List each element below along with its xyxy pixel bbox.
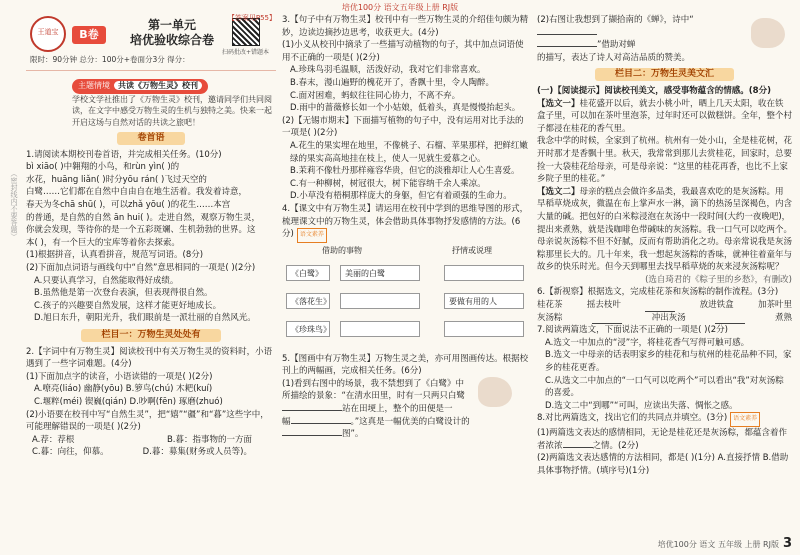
reading-section [537, 85, 792, 287]
sub-question: (1)看到右图中的场景，我不禁想到了《白鹭》中所描绘的景象：“在清水田里，时有一只两只白鹭 [282, 378, 465, 402]
flow-step: 摇去枝叶 [586, 300, 621, 311]
flow-step: 桂花茶 [537, 300, 563, 311]
passage-1 [537, 98, 792, 136]
sub-question: (1)下面加点字的读音，小语读错的一项是( )(2分) [26, 371, 213, 382]
passage-text: 我念中学的时候，全家到了杭州。杭州有一处小山，全是桂花树，花开时那才是香飘十里。秋天，我常常到那儿去赏桂花，回家时，总要捡一大袋桂花给母亲，可是母亲说：“这里的桂花再香，也比不上家乡院子里的桂花。” [537, 136, 793, 185]
sub-question: (1)小义从校刊中摘录了一些描写动植物的句子，其中加点词语使用不正确的一项是( )(2分) [282, 40, 524, 63]
answer-blank[interactable] [537, 34, 597, 35]
sub-question: (1)根据拼音，认真看拼音，规范写词语。(8分) [26, 250, 204, 261]
option-b[interactable]: B.暮：指事物的一方面 [166, 434, 252, 445]
answer-blank[interactable] [282, 410, 342, 411]
question-stem: 7.阅读两篇选文，下面说法不正确的一项是( )(2分) [537, 325, 728, 336]
flow-step: 加茶叶里 [757, 300, 792, 311]
map-cell-blank[interactable] [340, 293, 420, 309]
passage-label: 【选文一】 [537, 98, 580, 109]
flow-step: 冲出灰汤 [651, 312, 686, 323]
option-a[interactable]: A.花生的果实埋在地里，不像桃子、石榴、苹果那样，把鲜红嫩绿的果实高高地挂在枝上，使人一见就生爱慕之心。 [290, 140, 528, 164]
question-stem: 5.【图画中有万物生灵】万物生灵之美，亦可用图画传达。根据校刊上的两幅画，完成相关任务。(6分) [282, 353, 529, 377]
flow-step: 煮熟 [774, 312, 792, 323]
question-stem: 4.【课文中有万物生灵】请运用在校刊中学到的思维导图的形式，梳理课文中的万物生灵，体会借助具体事物抒发感情的方法。(6分) [282, 203, 529, 240]
theme-tag [72, 79, 208, 94]
blank-row [537, 14, 737, 39]
passage-text: 母亲的糕点会做许多品类，我最喜欢吃的是灰汤粽。用早稻草烧成灰，微温在布上掌声水一淋，滴下的热汤呈深褐色，内含大量的碱。把包好的白米粽浸泡在灰汤中一段时间(大约一夜晚吧)，提出来煮熟，就是浅咖啡色带碱味的灰汤粽。我一口气可以吃两个。母亲说灰汤粽不但不好腻，反而有帮助消化之功。母亲常说我是灰汤粽那里长大的。几十年来，我一想起灰汤粽的香味，就神往着童年与故乡的快乐时光。但今天到哪里去找早稻草烧的灰来浸灰汤粽呢？ [537, 186, 793, 273]
question-3 [282, 14, 532, 203]
option-a[interactable]: A.荐：荐根 [32, 434, 75, 445]
option-d[interactable]: D.选文二中“到哪”“可叫，应读出失落、惆怅之感。 [545, 400, 738, 411]
passage-2 [537, 186, 792, 274]
exam-meta: 限时：90分钟 总分：100分+卷面分3分 得分： [30, 55, 190, 64]
literacy-tag: 语文素养 [297, 228, 327, 243]
map-cell-blank[interactable] [340, 321, 420, 337]
passage-line: 白鹭……它们都在自然中自由自在地生活着。我发着诗意， [26, 187, 248, 198]
answer-blank[interactable] [291, 423, 351, 424]
option-b[interactable]: B.虽然他是第一次登台表演，但表现得很自然。 [34, 288, 213, 299]
literacy-tag: 语文素养 [730, 412, 760, 427]
sub-question: (2)小语要在校刊中写“自然生灵”，把“嬉”“疆”和“暮”这些字中，可能理解错误的一项是( )(2分) [26, 409, 269, 433]
qr-label: 扫码批改+错题本 [222, 49, 270, 56]
option-row[interactable]: C.堰粹(méi) 锲巍(qián) D.吵啊(fēn) 琢磨(zhuó) [34, 396, 223, 407]
sub-text: 站在田埂上，整个的田便是一 [342, 404, 453, 415]
option-c[interactable]: C.面对困难，蚂蚁往往同心协力，不离不弃。 [290, 90, 461, 101]
question-stem: 2.【字词中有万物生灵】阅读校刊中有关万物生灵的资料时，小语遇到了一些字词难题。(4分) [26, 346, 273, 370]
map-cell: 《珍珠鸟》 [286, 321, 330, 337]
reading-stem: (一)【阅读提示】阅读校刊美文，感受事物蕴含的情感。(8分) [537, 85, 771, 96]
passage-label: 【选文二】 [537, 186, 580, 197]
sub-question: (2)右图让我想到了撷拾南的《蝉》，诗中“ [537, 15, 694, 25]
logo-seal: 王道宝 [30, 16, 66, 52]
sub-text: 幅 [282, 416, 291, 427]
question-stem-row [537, 412, 792, 427]
question-6 [537, 286, 792, 324]
question-stem: 8.对比两篇选文，找出它们的共同点并填空。(3分) [537, 413, 728, 424]
sub-text: 之情。(2分) [592, 440, 639, 451]
sub-question: (2)【无锡市期末】下面描写植物的句子中，没有运用对比手法的一项是( )(2分) [282, 115, 524, 139]
sub-text: 。”这真是一幅优美的白鹭设计的 [350, 416, 470, 427]
option-row [32, 434, 252, 447]
answer-blank[interactable] [563, 447, 593, 448]
flow-row [537, 299, 792, 312]
question-stem: 3.【句子中有万物生灵】校刊中有一些万物生灵的介绍佳句颇为精妙，边读边摘抄边思考，收获更大。(4分) [282, 15, 529, 38]
option-b[interactable]: B.茉莉不像牡丹那样雍容华贵，但它的淡雅却让人心生喜爱。 [290, 166, 520, 177]
bar-title: 栏目一：万物生灵处处有 [81, 329, 220, 342]
option-d[interactable]: D.小草没有梧桐那样庞大的身躯，但它有着顽强的生命力。 [290, 191, 512, 202]
intro-paragraph: 学校文学社推出了《万物生灵》校刊，邀请同学们共同阅读，在文字中感受万物生灵的生机与独特之美。快来一起开启这场与自然对话的共读之旅吧！ [72, 94, 272, 127]
series-banner [0, 0, 800, 14]
question-8 [537, 412, 792, 477]
series-text: 培优100分 语文五年级上册 RJ版 [341, 2, 459, 12]
blank-row [537, 427, 792, 452]
mind-map-col-b: 抒情或说理 [452, 245, 492, 255]
answer-reference: 【答案见P55】 [227, 14, 276, 22]
option-b[interactable]: B.春末，漫山遍野的槐花开了，香飘十里，令人陶醉。 [290, 77, 495, 88]
sub-question: (2)下面加点词语与画线句中“自然”意思相同的一项是( )(2分) [26, 263, 256, 274]
mind-map [282, 245, 532, 349]
answer-blank[interactable] [282, 435, 342, 436]
option-a[interactable]: A.选文一中加点的“浸”字，将桂花香气写得可触可感。 [545, 337, 750, 348]
question-stem: 6.【新视察】根据选文，完成桂花茶和灰汤粽的制作流程。(3分) [537, 287, 779, 298]
mind-map-col-a: 借助的事物 [322, 245, 362, 255]
option-a[interactable]: A.珍珠鸟羽毛温顺，活泼好动，我对它们非常喜欢。 [290, 65, 486, 76]
passage-line: 春天为冬chā shū( )，可以zhǎ yōu( )的花生……本宫 [26, 200, 231, 211]
passage-line: 本( )，有一个巨大的宝库等着你去探索。 [26, 237, 180, 248]
question-stem-row [282, 203, 532, 243]
answer-blank[interactable] [715, 312, 745, 325]
passage-text: 桂花盛开以后，就去小桃小叶，晒上几天太阳，收在铁盒子里，可以加在茶叶里泡茶，过年时还可以做糕饼。全年，整个村子都浸在桂花的香气里。 [537, 98, 793, 134]
paper-badge: B卷 [72, 26, 106, 44]
answer-blank[interactable] [645, 299, 675, 312]
answer-blank[interactable] [592, 312, 622, 325]
flow-step: 灰汤粽 [537, 312, 563, 323]
option-d[interactable]: D.雨中的蔷薇修长如一个小姑娘，低着头，真是慢慢抬起头。 [290, 103, 521, 114]
map-cell: 美丽的白鹭 [340, 265, 420, 281]
theme-text: 共读《万物生灵》校刊 [114, 81, 202, 90]
section-heading [26, 132, 276, 145]
passage-line: 的普通，是自然的自然 ān hui( )。走进自然，观察万物生灵， [26, 212, 260, 223]
option-c[interactable]: C.孩子的兴趣要自然发展，这样才能更好地成长。 [34, 300, 222, 311]
column-bar-2 [537, 68, 792, 81]
cicada-illustration-icon [751, 18, 785, 48]
option-d[interactable]: D.暮：募集(财务或人员等)。 [142, 447, 252, 458]
option-b[interactable]: B.选文一中母亲的话表明家乡的桂花和与杭州的桂花品种不同，家乡的桂花更香。 [545, 350, 792, 374]
map-cell: 《白鹭》 [286, 265, 330, 281]
page-title [112, 18, 232, 48]
question-2 [26, 346, 276, 459]
question-4 [282, 203, 532, 349]
passage-source: (选自琦君的《粽子里的乡愁》，有删改) [645, 274, 792, 285]
paper-header [26, 14, 276, 71]
title-line-2: 培优验收综合卷 [129, 33, 214, 47]
column-bar-1 [26, 329, 276, 342]
question-1 [26, 149, 276, 325]
question-7 [537, 324, 792, 412]
map-cell: 《落花生》 [286, 293, 330, 309]
title-line-1: 第一单元 [147, 18, 196, 32]
map-cell-blank[interactable] [444, 321, 524, 337]
option-row[interactable]: A.嘹亮(liáo) 幽静(yōu) B.箩鸟(chú) 木耙(kuí) [34, 384, 213, 395]
option-c[interactable]: C.有一种柳树，树冠很大，树下能容纳千余人乘凉。 [290, 178, 486, 189]
passage-line: bì xiāo( )中翱翔的小鸟，和rùn yìn( )的 [26, 162, 180, 173]
option-row [32, 446, 252, 459]
page-footer [658, 536, 792, 551]
sub-text: 图”。 [342, 429, 364, 440]
flow-step: 放进铁盒 [699, 300, 734, 311]
bar-title: 栏目二：万物生灵美文汇 [595, 68, 734, 81]
section-title: 卷首语 [117, 132, 184, 145]
option-a[interactable]: A.只要认真学习，自然能取得好成绩。 [34, 275, 179, 286]
passage-line: 你就会发现，等待你的是一个五彩斑斓、生机勃勃的世界。这 [26, 225, 256, 236]
map-cell: 要做有用的人 [444, 293, 524, 309]
egret-illustration-icon [478, 377, 512, 407]
column-middle [282, 14, 532, 441]
option-d[interactable]: D.旭日东升，朝阳光升，我们眼前是一派壮丽的自然风光。 [34, 313, 256, 324]
sub-question: (1)两篇选文表达的感情相同，无论是桂花还是灰汤粽，都蕴含着作者浓浓 [537, 428, 788, 451]
option-c[interactable]: C.暮：向往，仰慕。 [32, 447, 109, 458]
question-stem: 1.请阅读本期校刊卷首语，并完成相关任务。(10分) [26, 149, 222, 160]
sub-text: ”借助对蝉 [597, 40, 636, 51]
seal-line-note: （密封线内不要答题） [10, 170, 18, 240]
answer-blank[interactable] [537, 46, 597, 47]
flow-row [537, 312, 792, 325]
page-number: 3 [782, 536, 792, 551]
sub-text: 的描写，表达了诗人对高洁品质的赞美。 [537, 52, 691, 63]
map-cell-blank[interactable] [444, 265, 524, 281]
question-5-continued [537, 14, 792, 64]
question-5 [282, 353, 532, 441]
column-right [537, 14, 792, 477]
blank-row [282, 428, 532, 441]
column-left [26, 14, 276, 459]
option-c[interactable]: C.从选文二中加点的“一口气可以吃两个”可以看出“我”对灰汤粽的喜爱。 [545, 375, 784, 399]
footer-text: 培优100分 语文 五年级 上册 RJ版 [657, 540, 779, 549]
passage-line: 水花，huāng liǎn( )时分yōu rán( )飞过天空的 [26, 174, 207, 185]
theme-label: 主题情境 [78, 81, 110, 90]
blank-row [282, 416, 532, 429]
sub-question: (2)两篇选文表达感情的方法相同，都是( )(1分) A.直接抒情 B.借助具体事物抒情。(填序号)(1分) [537, 453, 789, 476]
